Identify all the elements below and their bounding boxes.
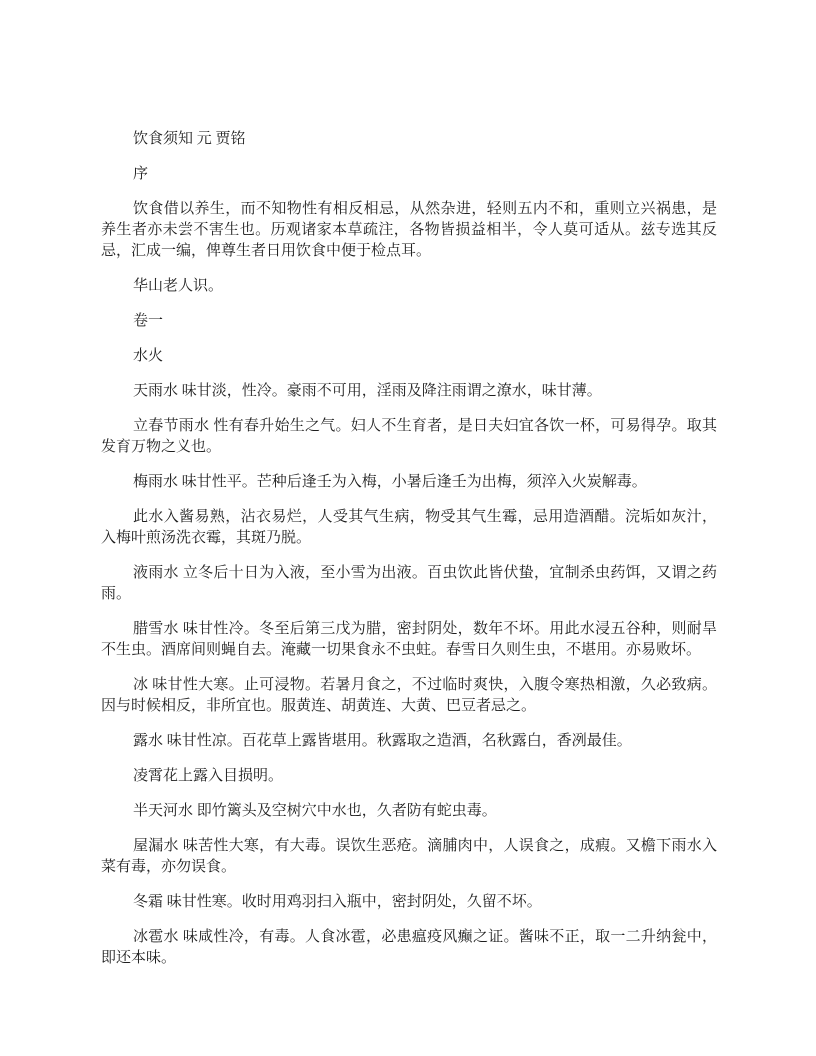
entry-paragraph: 半天河水 即竹篱头及空树穴中水也，久者防有蛇虫毒。 xyxy=(133,803,497,819)
preface-heading: 序 xyxy=(133,166,149,182)
chapter-heading: 水火 xyxy=(133,348,164,364)
entry-paragraph: 立春节雨水 性有春升始生之气。妇人不生育者，是日夫妇宜各饮一杯，可易得孕。取其发育万物之义也。 xyxy=(101,418,717,455)
entry-paragraph: 梅雨水 味甘性平。芒种后逢壬为入梅，小暑后逢壬为出梅，须淬入火炭解毒。 xyxy=(133,474,647,490)
volume-heading: 卷一 xyxy=(133,313,164,329)
entry-paragraph: 腊雪水 味甘性冷。冬至后第三戊为腊，密封阴处，数年不坏。用此水浸五谷种，则耐旱不生虫。酒席间则蝇自去。淹藏一切果食永不虫蛀。春雪日久则生虫，不堪用。亦易败坏。 xyxy=(101,621,717,658)
text-content xyxy=(101,129,717,983)
entry-paragraph: 天雨水 味甘淡，性冷。豪雨不可用，淫雨及降注雨谓之潦水，味甘薄。 xyxy=(133,383,602,399)
entry-paragraph: 屋漏水 味苦性大寒，有大毒。误饮生恶疮。滴脯肉中，人误食之，成瘕。又檐下雨水入菜有毒，亦勿误食。 xyxy=(101,838,717,875)
entry-paragraph: 冬霜 味甘性寒。收时用鸡羽扫入瓶中，密封阴处，久留不坏。 xyxy=(133,894,542,910)
entry-paragraph: 凌霄花上露入目损明。 xyxy=(133,768,284,784)
preface-signature: 华山老人识。 xyxy=(133,278,224,294)
entry-paragraph: 露水 味甘性凉。百花草上露皆堪用。秋露取之造酒，名秋露白，香冽最佳。 xyxy=(133,733,632,749)
entry-paragraph: 液雨水 立冬后十日为入液，至小雪为出液。百虫饮此皆伏蛰，宜制杀虫药饵，又谓之药雨。 xyxy=(101,565,717,602)
entry-paragraph: 此水入酱易熟，沾衣易烂，人受其气生病，物受其气生霉，忌用造酒醋。浣垢如灰汁，入梅叶煎汤洗衣霉，其斑乃脱。 xyxy=(101,509,717,546)
entry-list xyxy=(101,381,717,969)
preface-paragraph: 饮食借以养生，而不知物性有相反相忌，从然杂进，轻则五内不和，重则立兴祸患，是养生者亦未尝不害生也。历观诸家本草疏注，各物皆损益相半，令人莫可适从。兹专选其反忌，汇成一编，俾尊生者日用饮食中便于检点耳。 xyxy=(101,201,717,259)
title-line: 饮食须知 元 贾铭 xyxy=(133,131,246,147)
entry-paragraph: 冰 味甘性大寒。止可浸物。若暑月食之，不过临时爽快，入腹令寒热相激，久必致病。因与时候相反，非所宜也。服黄连、胡黄连、大黄、巴豆者忌之。 xyxy=(101,677,717,714)
entry-paragraph: 冰雹水 味咸性冷，有毒。人食冰雹，必患瘟疫风癫之证。酱味不正，取一二升纳瓮中，即还本味。 xyxy=(101,929,717,966)
